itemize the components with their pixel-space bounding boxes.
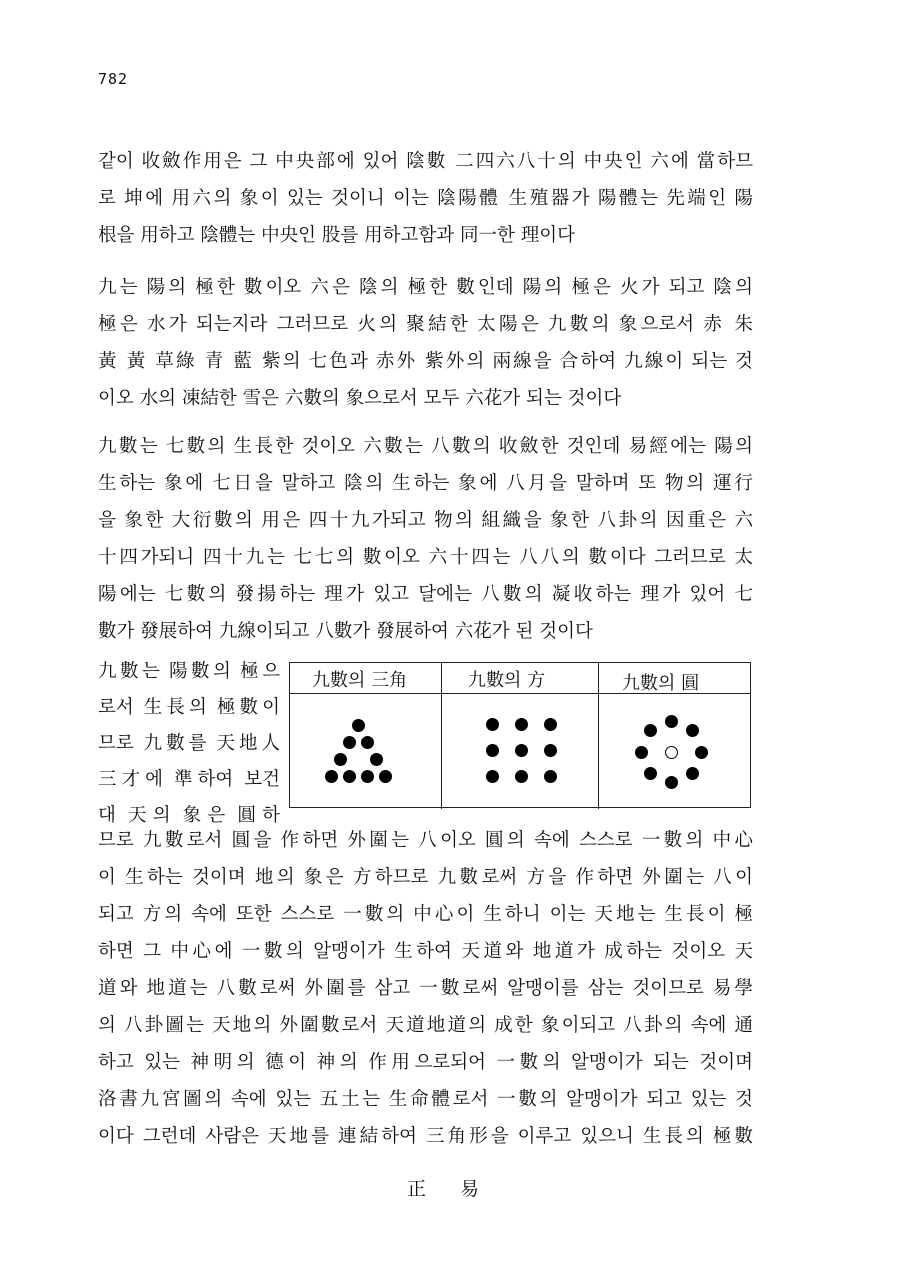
text-line: 이다 그런데 사람은 天地를 連結하여 三角形을 이루고 있으니 生長의 極數	[98, 1126, 753, 1147]
center-dot	[665, 746, 678, 759]
text-line: 洛書九宮圖의 속에 있는 五土는 生命體로서 一數의 알맹이가 되고 있는 것	[98, 1089, 753, 1110]
text-line: 대 天의 象은 圓하	[98, 805, 280, 826]
paragraph-4-rest	[98, 822, 753, 1155]
text-line: 九數는 七數의 生長한 것이오 六數는 八數의 收斂한 것인데 易經에는 陽의	[98, 436, 753, 457]
dot	[515, 744, 528, 757]
dot	[686, 724, 699, 737]
text-line: 道와 地道는 八數로써 外圍를 삼고 一數로써 알맹이를 삼는 것이므로 易學	[98, 978, 753, 999]
dot	[486, 770, 499, 783]
text-line: 黃 黃 草綠 青 藍 紫의 七色과 赤外 紫外의 兩線을 合하여 九線이 되는 것	[98, 351, 753, 372]
dot	[544, 770, 557, 783]
circle-label: 九數의 圓	[622, 673, 700, 694]
dot	[544, 718, 557, 731]
dot	[334, 753, 347, 766]
dot	[486, 744, 499, 757]
dot	[325, 770, 338, 783]
paragraph-1	[98, 143, 753, 254]
text-line: 十四가되니 四十九는 七七의 數이오 六十四는 八八의 數이다 그러므로 太	[98, 547, 753, 568]
page-footer: 正 易	[406, 1178, 494, 1200]
text-line: 陽에는 七數의 發揚하는 理가 있고 달에는 八數의 凝收하는 理가 있어 七	[98, 584, 753, 605]
dot	[515, 770, 528, 783]
dot	[379, 770, 392, 783]
page-number: 782	[98, 70, 129, 88]
figure-divider	[598, 663, 599, 809]
dot	[361, 736, 374, 749]
text-line: 이오 水의 凍結한 雪은 六數의 象으로서 모두 六花가 되는 것이다	[98, 388, 622, 409]
text-line: 같이 收斂作用은 그 中央部에 있어 陰數 二四六八十의 中央인 六에 當하므	[98, 151, 753, 172]
text-line: 生하는 象에 七日을 말하고 陰의 生하는 象에 八月을 말하며 또 物의 運行	[98, 473, 753, 494]
dot	[515, 718, 528, 731]
text-line: 되고 方의 속에 또한 스스로 一數의 中心이 生하니 이는 天地는 生長이 極	[98, 904, 753, 925]
text-line: 根을 用하고 陰體는 中央인 股를 用하고함과 同一한 理이다	[98, 225, 575, 246]
paragraph-4-side	[98, 654, 280, 834]
dot	[361, 770, 374, 783]
text-line: 數가 發展하여 九線이되고 八數가 發展하여 六花가 된 것이다	[98, 621, 593, 642]
paragraph-2	[98, 269, 753, 417]
dot	[665, 715, 678, 728]
figure-divider	[441, 663, 442, 809]
dot	[665, 776, 678, 789]
dot	[370, 753, 383, 766]
text-line: 三才에 準하여 보건	[98, 769, 280, 790]
text-line: 의 八卦圖는 天地의 外圍數로서 天道地道의 成한 象이되고 八卦의 속에 通	[98, 1015, 753, 1036]
text-line: 므로 九數로서 圓을 作하면 外圍는 八이오 圓의 속에 스스로 一數의 中心	[98, 830, 753, 851]
text-line: 九는 陽의 極한 數이오 六은 陰의 極한 數인데 陽의 極은 火가 되고 陰의	[98, 277, 753, 298]
triangle-label: 九數의 三角	[312, 670, 408, 691]
text-line: 로서 生長의 極數이	[98, 697, 280, 718]
dot	[695, 746, 708, 759]
text-line: 이 生하는 것이며 地의 象은 方하므로 九數로써 方을 作하면 外圍는 八이	[98, 867, 753, 888]
dot	[343, 736, 356, 749]
dot	[644, 724, 657, 737]
dot	[544, 744, 557, 757]
dot	[343, 770, 356, 783]
text-line: 하고 있는 神明의 德이 神의 作用으로되어 一數의 알맹이가 되는 것이며	[98, 1052, 753, 1073]
paragraph-3	[98, 428, 753, 650]
dot	[686, 767, 699, 780]
nine-number-figure	[289, 662, 751, 808]
text-line: 하면 그 中心에 一數의 알맹이가 生하여 天道와 地道가 成하는 것이오 天	[98, 941, 753, 962]
dot	[644, 767, 657, 780]
dot	[635, 746, 648, 759]
text-line: 九數는 陽數의 極으	[98, 661, 280, 682]
dot	[352, 719, 365, 732]
text-line: 로 坤에 用六의 象이 있는 것이니 이는 陰陽體 生殖器가 陽體는 先端인 陽	[98, 188, 753, 209]
square-label: 九數의 方	[468, 670, 546, 691]
text-line: 므로 九數를 天地人	[98, 733, 280, 754]
text-line: 極은 水가 되는지라 그러므로 火의 聚結한 太陽은 九數의 象으로서 赤 朱	[98, 314, 753, 335]
dot	[486, 718, 499, 731]
text-line: 을 象한 大衍數의 用은 四十九가되고 物의 組織을 象한 八卦의 因重은 六	[98, 510, 753, 531]
